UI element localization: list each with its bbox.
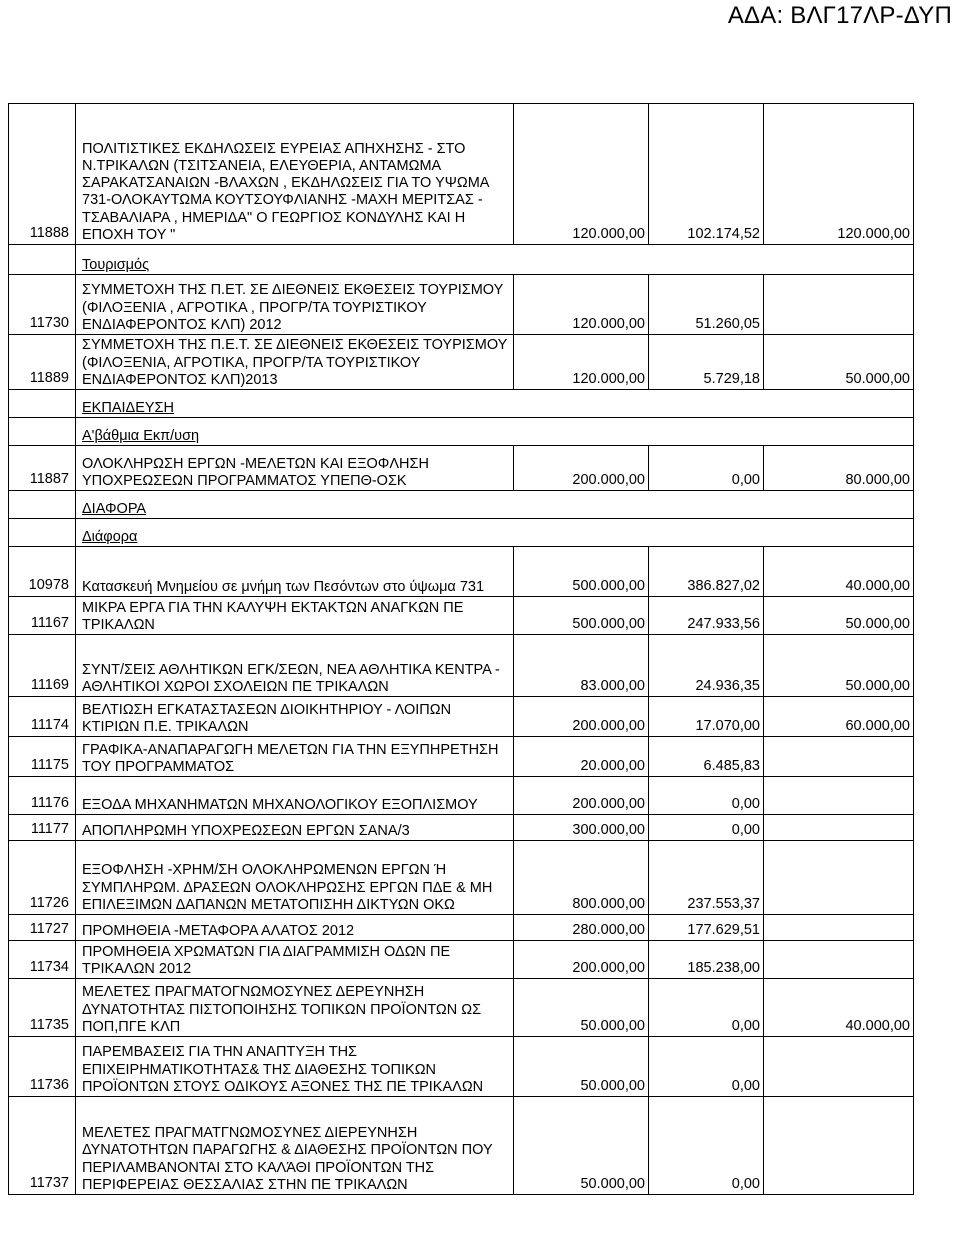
section-label: ΔΙΑΦΟΡΑ [82, 500, 147, 517]
credit-cell: 200.000,00 [514, 446, 649, 491]
code-cell: 11175 [9, 737, 76, 777]
description-cell: ΕΞΟΔΑ ΜΗΧΑΝΗΜΑΤΩΝ ΜΗΧΑΝΟΛΟΓΙΚΟΥ ΕΞΟΠΛΙΣΜΟΥ [76, 777, 514, 815]
paid-cell: 6.485,83 [649, 737, 764, 777]
section-label-cell [76, 519, 914, 547]
new-credit-cell [764, 777, 914, 815]
new-credit-cell [764, 841, 914, 915]
section-label: ΕΚΠΑΙΔΕΥΣΗ [82, 399, 174, 416]
section-label-cell [76, 245, 914, 275]
code-cell: 11169 [9, 635, 76, 697]
paid-cell: 237.553,37 [649, 841, 764, 915]
description-cell: ΜΕΛΕΤΕΣ ΠΡΑΓΜΑΤΓΝΩΜΟΣΥΝΕΣ ΔΙΕΡΕΥΝΗΣΗ ΔΥΝΑΤΟΤΗΤΩΝ ΠΑΡΑΓΩΓΗΣ & ΔΙΑΘΕΣΗΣ ΠΡΟΪΟΝΤΩΝ ΠΟΥ ΠΕΡΙΛΑΜΒΑΝΟΝΤΑΙ ΣΤΟ ΚΑΛΆΘΙ ΠΡΟΪΟΝΤΩΝ ΤΗΣ ΠΕΡΙΦΕΡΕΙΑΣ ΘΕΣΣΑΛΙΑΣ ΣΤΗΝ ΠΕ ΤΡΙΚΑΛΩΝ [76, 1097, 514, 1195]
table-row [9, 979, 914, 1037]
empty-code-cell [9, 245, 76, 275]
description-cell: ΜΕΛΕΤΕΣ ΠΡΑΓΜΑΤΟΓΝΩΜΟΣΥΝΕΣ ΔΕΡΕΥΝΗΣΗ ΔΥΝΑΤΟΤΗΤΑΣ ΠΙΣΤΟΠΟΙΗΣΗΣ ΤΟΠΙΚΩΝ ΠΡΟΪΟΝΤΩΝ ΩΣ ΠΟΠ,ΠΓΕ ΚΛΠ [76, 979, 514, 1037]
section-label-cell [76, 390, 914, 418]
table-row [9, 547, 914, 597]
code-cell: 11177 [9, 815, 76, 841]
paid-cell: 0,00 [649, 777, 764, 815]
credit-cell: 120.000,00 [514, 335, 649, 390]
code-cell: 11726 [9, 841, 76, 915]
credit-cell: 300.000,00 [514, 815, 649, 841]
table-row [9, 1097, 914, 1195]
description-cell: Κατασκευή Μνημείου σε μνήμη των Πεσόντων στο ύψωμα 731 [76, 547, 514, 597]
paid-cell: 24.936,35 [649, 635, 764, 697]
empty-code-cell [9, 519, 76, 547]
credit-cell: 800.000,00 [514, 841, 649, 915]
code-cell: 10978 [9, 547, 76, 597]
new-credit-cell [764, 737, 914, 777]
credit-cell: 200.000,00 [514, 777, 649, 815]
credit-cell: 83.000,00 [514, 635, 649, 697]
new-credit-cell [764, 941, 914, 979]
table-row [9, 275, 914, 335]
new-credit-cell: 120.000,00 [764, 104, 914, 245]
description-cell: ΜΙΚΡΑ ΕΡΓΑ ΓΙΑ ΤΗΝ ΚΑΛΥΨΗ ΕΚΤΑΚΤΩΝ ΑΝΑΓΚΩΝ ΠΕ ΤΡΙΚΑΛΩΝ [76, 597, 514, 635]
empty-code-cell [9, 491, 76, 519]
description-cell: ΕΞΟΦΛΗΣΗ -ΧΡΗΜ/ΣΗ ΟΛΟΚΛΗΡΩΜΕΝΩΝ ΕΡΓΩΝ Ή ΣΥΜΠΛΗΡΩΜ. ΔΡΑΣΕΩΝ ΟΛΟΚΛΗΡΩΣΗΣ ΕΡΓΩΝ ΠΔΕ & ΜΗ ΕΠΙΛΕΞΙΜΩΝ ΔΑΠΑΝΩΝ ΜΕΤΑΤΟΠΙΣΗΗ ΔΙΚΤΥΩΝ ΟΚΩ [76, 841, 514, 915]
description-cell: ΣΥΜΜΕΤΟΧΗ ΤΗΣ Π.Ε.Τ. ΣΕ ΔΙΕΘΝΕΙΣ ΕΚΘΕΣΕΙΣ ΤΟΥΡΙΣΜΟΥ (ΦΙΛΟΞΕΝΙΑ, ΑΓΡΟΤΙΚΑ, ΠΡΟΓΡ/ΤΑ ΤΟΥΡΙΣΤΙΚΟΥ ΕΝΔΙΑΦΕΡΟΝΤΟΣ ΚΛΠ)2013 [76, 335, 514, 390]
paid-cell: 0,00 [649, 446, 764, 491]
paid-cell: 177.629,51 [649, 915, 764, 941]
description-cell: ΠΡΟΜΗΘΕΙΑ -ΜΕΤΑΦΟΡΑ ΑΛΑΤΟΣ 2012 [76, 915, 514, 941]
new-credit-cell [764, 275, 914, 335]
table-row [9, 815, 914, 841]
description-cell: ΑΠΟΠΛΗΡΩΜΗ ΥΠΟΧΡΕΩΣΕΩΝ ΕΡΓΩΝ ΣΑΝΑ/3 [76, 815, 514, 841]
table-row [9, 915, 914, 941]
section-label: Τουρισμός [82, 256, 150, 273]
description-cell: ΣΥΜΜΕΤΟΧΗ ΤΗΣ Π.ΕΤ. ΣΕ ΔΙΕΘΝΕΙΣ ΕΚΘΕΣΕΙΣ ΤΟΥΡΙΣΜΟΥ (ΦΙΛΟΞΕΝΙΑ , ΑΓΡΟΤΙΚΑ , ΠΡΟΓΡ/ΤΑ ΤΟΥΡΙΣΤΙΚΟΥ ΕΝΔΙΑΦΕΡΟΝΤΟΣ ΚΛΠ) 2012 [76, 275, 514, 335]
section-label-cell [76, 491, 914, 519]
budget-table [8, 103, 914, 1195]
paid-cell: 17.070,00 [649, 697, 764, 737]
credit-cell: 280.000,00 [514, 915, 649, 941]
new-credit-cell: 50.000,00 [764, 635, 914, 697]
table-row [9, 635, 914, 697]
credit-cell: 500.000,00 [514, 597, 649, 635]
new-credit-cell: 50.000,00 [764, 597, 914, 635]
new-credit-cell: 60.000,00 [764, 697, 914, 737]
budget-table-body [9, 104, 914, 1195]
code-cell: 11176 [9, 777, 76, 815]
code-cell: 11174 [9, 697, 76, 737]
new-credit-cell [764, 1097, 914, 1195]
credit-cell: 120.000,00 [514, 275, 649, 335]
empty-code-cell [9, 390, 76, 418]
section-row [9, 491, 914, 519]
empty-code-cell [9, 418, 76, 446]
code-cell: 11737 [9, 1097, 76, 1195]
section-row [9, 418, 914, 446]
paid-cell: 185.238,00 [649, 941, 764, 979]
paid-cell: 0,00 [649, 979, 764, 1037]
section-label: Α'βάθμια Εκπ/υση [82, 427, 200, 444]
code-cell: 11888 [9, 104, 76, 245]
paid-cell: 102.174,52 [649, 104, 764, 245]
table-row [9, 841, 914, 915]
table-row [9, 1037, 914, 1097]
new-credit-cell: 80.000,00 [764, 446, 914, 491]
code-cell: 11735 [9, 979, 76, 1037]
section-row [9, 390, 914, 418]
credit-cell: 50.000,00 [514, 1097, 649, 1195]
new-credit-cell [764, 915, 914, 941]
paid-cell: 386.827,02 [649, 547, 764, 597]
paid-cell: 0,00 [649, 1037, 764, 1097]
paid-cell: 0,00 [649, 815, 764, 841]
description-cell: ΣΥΝΤ/ΣΕΙΣ ΑΘΛΗΤΙΚΩΝ ΕΓΚ/ΣΕΩΝ, ΝΕΑ ΑΘΛΗΤΙΚΑ ΚΕΝΤΡΑ - ΑΘΛΗΤΙΚΟΙ ΧΩΡΟΙ ΣΧΟΛΕΙΩΝ ΠΕ ΤΡΙΚΑΛΩΝ [76, 635, 514, 697]
code-cell: 11889 [9, 335, 76, 390]
section-row [9, 519, 914, 547]
credit-cell: 120.000,00 [514, 104, 649, 245]
credit-cell: 50.000,00 [514, 979, 649, 1037]
description-cell: ΓΡΑΦΙΚΑ-ΑΝΑΠΑΡΑΓΩΓΗ ΜΕΛΕΤΩΝ ΓΙΑ ΤΗΝ ΕΞΥΠΗΡΕΤΗΣΗ ΤΟΥ ΠΡΟΓΡΑΜΜΑΤΟΣ [76, 737, 514, 777]
table-row [9, 104, 914, 245]
description-cell: ΠΑΡΕΜΒΑΣΕΙΣ ΓΙΑ ΤΗΝ ΑΝΑΠΤΥΞΗ ΤΗΣ ΕΠΙΧΕΙΡΗΜΑΤΙΚΟΤΗΤΑΣ& ΤΗΣ ΔΙΑΘΕΣΗΣ ΤΟΠΙΚΩΝ ΠΡΟΪΟΝΤΩΝ ΣΤΟΥΣ ΟΔΙΚΟΥΣ ΑΞΟΝΕΣ ΤΗΣ ΠΕ ΤΡΙΚΑΛΩΝ [76, 1037, 514, 1097]
paid-cell: 247.933,56 [649, 597, 764, 635]
table-row [9, 737, 914, 777]
paid-cell: 51.260,05 [649, 275, 764, 335]
credit-cell: 200.000,00 [514, 941, 649, 979]
table-row [9, 697, 914, 737]
table-row [9, 777, 914, 815]
code-cell: 11730 [9, 275, 76, 335]
paid-cell: 0,00 [649, 1097, 764, 1195]
code-cell: 11734 [9, 941, 76, 979]
paid-cell: 5.729,18 [649, 335, 764, 390]
credit-cell: 50.000,00 [514, 1037, 649, 1097]
new-credit-cell: 40.000,00 [764, 979, 914, 1037]
section-label-cell [76, 418, 914, 446]
new-credit-cell [764, 1037, 914, 1097]
table-row [9, 335, 914, 390]
code-cell: 11736 [9, 1037, 76, 1097]
description-cell: ΠΟΛΙΤΙΣΤΙΚΕΣ ΕΚΔΗΛΩΣΕΙΣ ΕΥΡΕΙΑΣ ΑΠΗΧΗΣΗΣ - ΣΤΟ Ν.ΤΡΙΚΑΛΩΝ (ΤΣΙΤΣΑΝΕΙΑ, ΕΛΕΥΘΕΡΙΑ, ΑΝΤΑΜΩΜΑ ΣΑΡΑΚΑΤΣΑΝΑΙΩΝ -ΒΛΑΧΩΝ , ΕΚΔΗΛΩΣΕΙΣ ΓΙΑ ΤΟ ΥΨΩΜΑ 731-ΟΛΟΚΑΥΤΩΜΑ ΚΟΥΤΣΟΥΦΛΙΑΝΗΣ -ΜΑΧΗ ΜΕΡΙΤΣΑΣ - ΤΣΑΒΑΛΙΑΡΑ , ΗΜΕΡΙΔΑ" Ο ΓΕΩΡΓΙΟΣ ΚΟΝΔΥΛΗΣ ΚΑΙ Η ΕΠΟΧΗ ΤΟΥ " [76, 104, 514, 245]
description-cell: ΒΕΛΤΙΩΣΗ ΕΓΚΑΤΑΣΤΑΣΕΩΝ ΔΙΟΙΚΗΤΗΡΙΟΥ - ΛΟΙΠΩΝ ΚΤΙΡΙΩΝ Π.Ε. ΤΡΙΚΑΛΩΝ [76, 697, 514, 737]
code-cell: 11167 [9, 597, 76, 635]
code-cell: 11727 [9, 915, 76, 941]
table-row [9, 597, 914, 635]
credit-cell: 500.000,00 [514, 547, 649, 597]
code-cell: 11887 [9, 446, 76, 491]
table-row [9, 941, 914, 979]
table-row [9, 446, 914, 491]
ada-code: ΑΔΑ: ΒΛΓ17ΛΡ-ΔΥΠ [727, 2, 952, 29]
section-row [9, 245, 914, 275]
new-credit-cell: 50.000,00 [764, 335, 914, 390]
description-cell: ΟΛΟΚΛΗΡΩΣΗ ΕΡΓΩΝ -ΜΕΛΕΤΩΝ ΚΑΙ ΕΞΟΦΛΗΣΗ ΥΠΟΧΡΕΩΣΕΩΝ ΠΡΟΓΡΑΜΜΑΤΟΣ ΥΠΕΠΘ-ΟΣΚ [76, 446, 514, 491]
credit-cell: 200.000,00 [514, 697, 649, 737]
credit-cell: 20.000,00 [514, 737, 649, 777]
new-credit-cell [764, 815, 914, 841]
new-credit-cell: 40.000,00 [764, 547, 914, 597]
section-label: Διάφορα [82, 528, 138, 545]
description-cell: ΠΡΟΜΗΘΕΙΑ ΧΡΩΜΑΤΩΝ ΓΙΑ ΔΙΑΓΡΑΜΜΙΣΗ ΟΔΩΝ ΠΕ ΤΡΙΚΑΛΩΝ 2012 [76, 941, 514, 979]
